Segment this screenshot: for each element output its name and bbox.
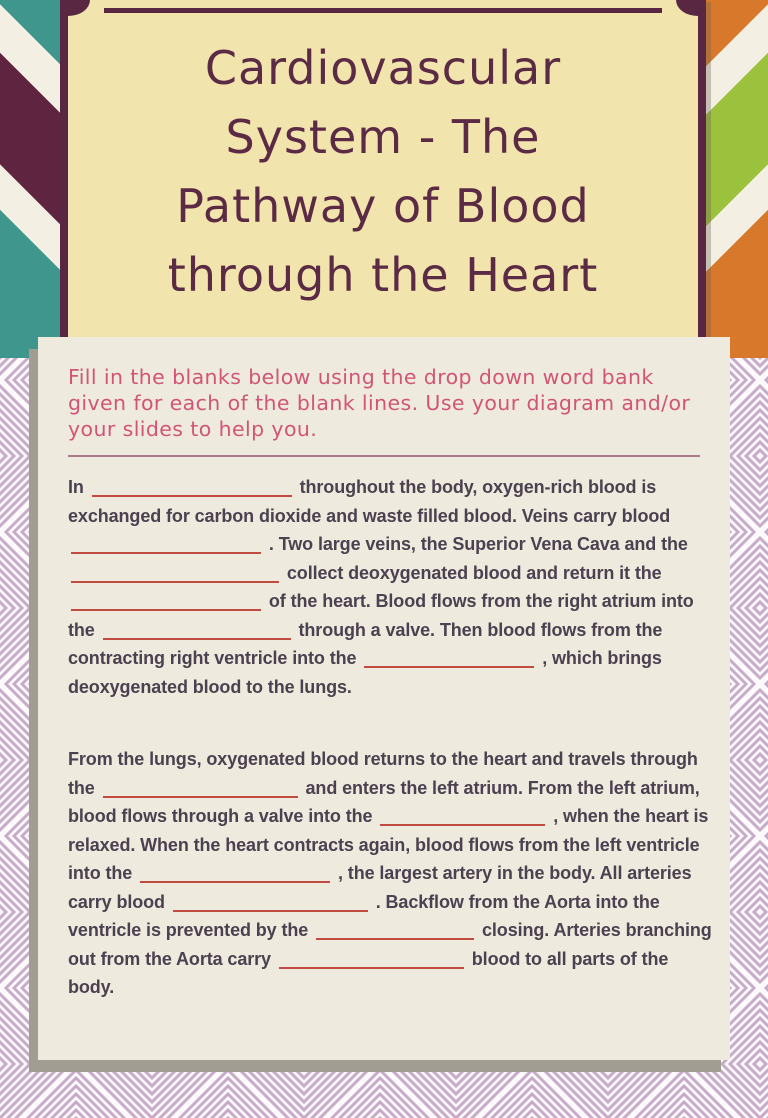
blank-dropdown[interactable] <box>173 897 368 912</box>
paragraph-text: throughout the body, oxygen-rich blood is exchanged for carbon dioxide and waste filled blood. Veins carry blood <box>68 477 671 526</box>
paragraph-text: of the heart. Blood flows from the right atrium into the <box>68 591 694 640</box>
paragraph-text: closing. Arteries branching out from the Aorta carry <box>68 920 712 969</box>
paragraph-text: , the largest artery in the body. All arteries carry blood <box>68 863 692 912</box>
paragraph-text: and enters the left atrium. From the left atrium, blood flows through a valve into the <box>68 777 700 826</box>
blank-dropdown[interactable] <box>380 811 545 826</box>
title-line-3: Pathway of Blood <box>176 179 590 233</box>
title-line-2: System - The <box>225 110 541 164</box>
paragraph-text: collect deoxygenated blood and return it the <box>282 562 662 583</box>
paragraph-text: In <box>68 477 89 497</box>
blank-dropdown[interactable] <box>279 954 464 969</box>
title-card <box>60 0 706 338</box>
blank-dropdown[interactable] <box>71 568 279 583</box>
blank-dropdown[interactable] <box>103 783 298 798</box>
worksheet-title <box>68 34 698 310</box>
blank-dropdown[interactable] <box>364 653 534 668</box>
blank-dropdown[interactable] <box>316 925 474 940</box>
section-divider <box>68 455 700 457</box>
paragraph-text: , when the heart is relaxed. When the heart contracts again, blood flows from the left ventricle into the <box>68 806 709 883</box>
instructions-text: Fill in the blanks below using the drop down word bank given for each of the blank lines. Use your diagram and/or your slides to help you. <box>68 365 691 441</box>
worksheet-content-card <box>38 337 730 1060</box>
blank-dropdown[interactable] <box>103 625 291 640</box>
frame-corner-top-right-icon <box>676 0 698 16</box>
frame-corner-top-left-icon <box>68 0 90 16</box>
paragraph-text: . Two large veins, the Superior Vena Cava and the <box>264 534 688 554</box>
title-line-4: through the Heart <box>167 248 599 302</box>
blank-dropdown[interactable] <box>71 539 261 554</box>
fill-in-paragraph-2 <box>68 745 712 1002</box>
title-line-1: Cardiovascular <box>204 41 562 95</box>
fill-in-paragraph-1 <box>68 473 712 701</box>
paragraph-text: From the lungs, oxygenated blood returns to the heart and travels through the <box>68 749 698 798</box>
paragraph-text: . Backflow from the Aorta into the ventricle is prevented by the <box>68 891 660 940</box>
blank-dropdown[interactable] <box>92 482 292 497</box>
blank-dropdown[interactable] <box>71 596 261 611</box>
paragraph-text: blood to all parts of the body. <box>68 948 669 997</box>
paragraph-text: through a valve. Then blood flows from the contracting right ventricle into the <box>68 619 663 668</box>
paragraph-text: , which brings deoxygenated blood to the lungs. <box>68 648 662 697</box>
blank-dropdown[interactable] <box>140 868 330 883</box>
title-top-rule <box>104 8 662 13</box>
